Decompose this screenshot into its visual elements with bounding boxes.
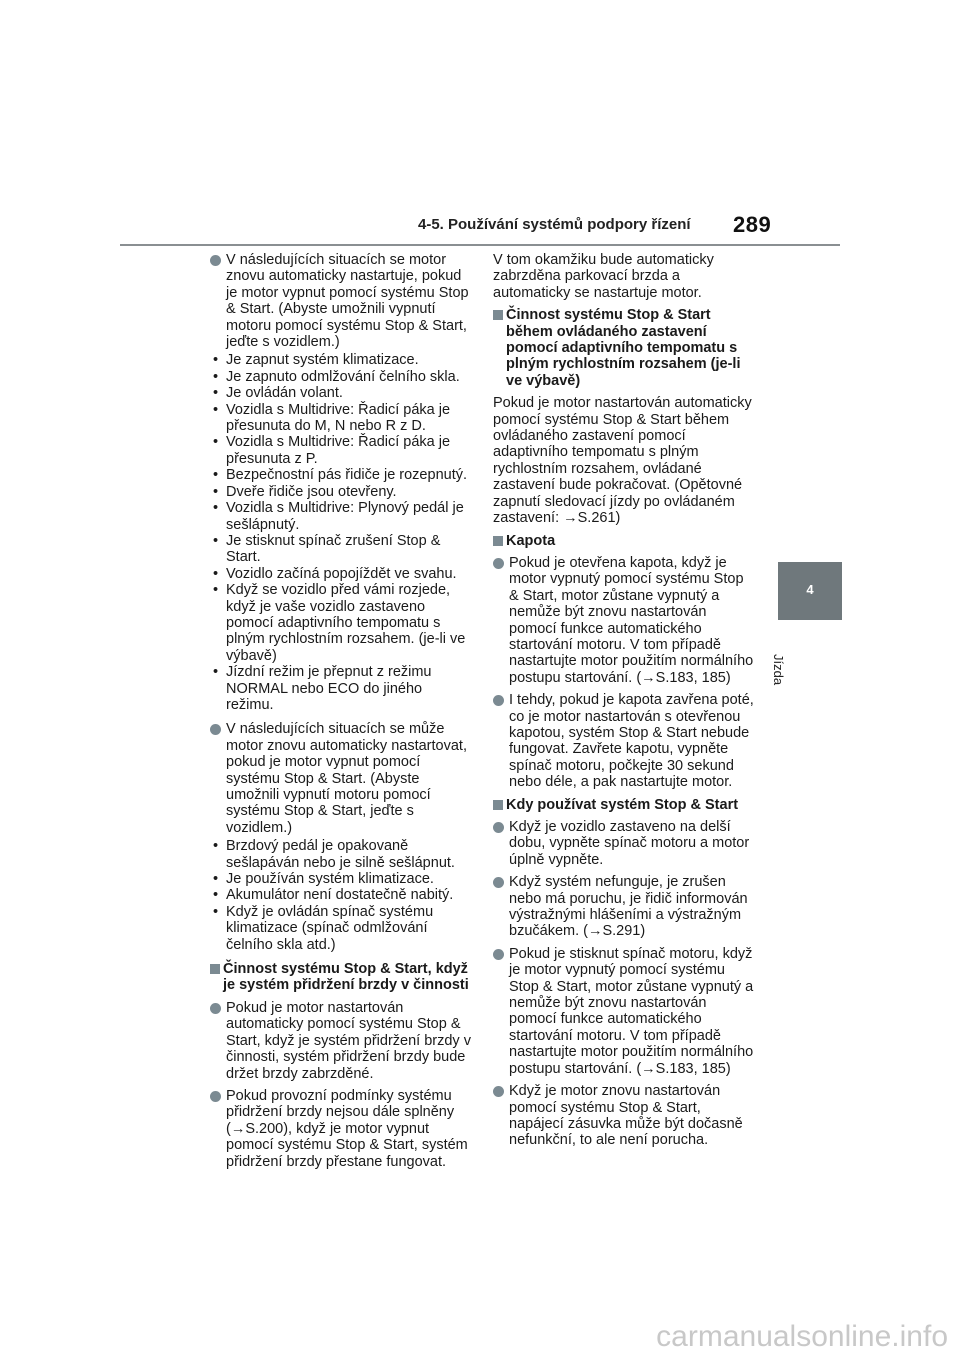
header-rule (120, 244, 840, 246)
watermark: carmanualsonline.info (656, 1320, 948, 1353)
list-item (210, 1000, 472, 1082)
paragraph: Pokud je motor nastartován automaticky pomocí systému Stop & Start během ovládaného zastavení pomocí adaptivního tempomatu s plným rychlostním rozsahem, ovládané zastavení bude pokračovat. (Opětovné zapnutí sledovací jízdy po ovládaném zastavení: →S.261) (493, 395, 752, 527)
bullet-item: • Je zapnuto odmlžování čelního skla. (213, 368, 460, 385)
item-text: Pokud je stisknut spínač motoru, když je motor vypnutý pomocí systému Stop & Start, motor zůstane vypnutý a nemůže být znovu nastartován pomocí funkce automatického startování motoru. V tom případě nastartujte motor použitím normálního postupu startování. (→S.183, 185) (509, 945, 754, 1077)
bullet-list (210, 838, 472, 953)
item-text: Pokud provozní podmínky systému přidržení brzdy nejsou dále splněny (→S.200), když je motor vypnut pomocí systému Stop & Start, systém přidržení brzdy přestane fungovat. (226, 1087, 468, 1170)
section-heading: Kdy používat systém Stop & Start (493, 797, 755, 813)
bullet-item: • Brzdový pedál je opakovaně sešlapáván nebo je silně sešlápnut. (213, 838, 455, 871)
bullet-item: • Vozidlo začíná popojíždět ve svahu. (213, 565, 457, 582)
right-column (493, 252, 755, 1155)
chapter-label: Jízda (771, 654, 786, 686)
item-text: Pokud je otevřena kapota, když je motor vypnutý pomocí systému Stop & Start, motor zůstane vypnutý a nemůže být znovu nastartován pomocí funkce automatického startování motoru. V tom případě nastartujte motor použitím normálního postupu startování. (→S.183, 185) (509, 554, 754, 686)
section-heading: Kapota (493, 533, 755, 549)
chapter-tab: 4 (778, 562, 842, 620)
item-text: V následujících situacích se může motor znovu automaticky nastartovat, pokud je motor vypnut pomocí systému Stop & Start. (Abyste umožnili vypnutí motoru pomocí systému Stop & Start, jeďte s vozidlem.) (226, 721, 467, 836)
list-item (493, 819, 755, 868)
item-text: Pokud je motor nastartován automaticky pomocí systému Stop & Start, když je systém přidržení brzdy v činnosti, systém přidržení brzdy bude držet brzdy zabrzděné. (226, 999, 471, 1082)
circle-bullet-icon (493, 695, 504, 706)
list-item (493, 692, 755, 790)
bullet-item: • Dveře řidiče jsou otevřeny. (213, 483, 397, 500)
list-item (493, 1083, 755, 1149)
bullet-item: • Je stisknut spínač zrušení Stop & Start. (213, 532, 441, 566)
list-item (210, 252, 472, 350)
circle-bullet-icon (493, 949, 504, 960)
item-text: Když je vozidlo zastaveno na delší dobu, vypněte spínač motoru a motor úplně vypněte. (509, 819, 750, 868)
circle-bullet-icon (493, 877, 504, 888)
bullet-item: • Když se vozidlo před vámi rozjede, když je vaše vozidlo zastaveno pomocí adaptivního tempomatu s plným rychlostním rozsahem. (je-li ve výbavě) (213, 582, 466, 664)
circle-bullet-icon (493, 822, 504, 833)
bullet-item: • Když je ovládán spínač systému klimatizace (spínač odmlžování čelního skla atd.) (213, 903, 434, 953)
header-title: 4-5. Používání systémů podpory řízení (418, 216, 691, 233)
list-item (493, 555, 755, 686)
circle-bullet-icon (210, 1091, 221, 1102)
section-heading: Činnost systému Stop & Start, když je systém přidržení brzdy v činnosti (210, 961, 472, 994)
circle-bullet-icon (210, 255, 221, 266)
list-item (493, 946, 755, 1077)
bullet-list (210, 352, 472, 713)
circle-bullet-icon (210, 724, 221, 735)
bullet-item: • Je zapnut systém klimatizace. (213, 352, 419, 369)
bullet-item: • Bezpečnostní pás řidiče je rozepnutý. (213, 467, 467, 484)
section-heading: Činnost systému Stop & Start během ovládaného zastavení pomocí adaptivního tempomatu s plným rychlostním rozsahem (je-li ve výbavě) (493, 307, 755, 389)
circle-bullet-icon (210, 1003, 221, 1014)
bullet-item: • Akumulátor není dostatečně nabitý. (213, 887, 454, 904)
square-bullet-icon (210, 964, 220, 974)
list-item (493, 874, 755, 940)
intro-paragraph: V tom okamžiku bude automaticky zabrzděna parkovací brzda a automaticky se nastartuje motor. (493, 252, 714, 301)
list-item (210, 721, 472, 836)
item-text: I tehdy, pokud je kapota zavřena poté, co je motor nastartován s otevřenou kapotou, systém Stop & Start nebude fungovat. Zavřete kapotu, vypněte spínač motoru, počkejte 30 sekund nebo déle, a pak nastartujte motor. (509, 692, 754, 791)
bullet-item: • Vozidla s Multidrive: Řadicí páka je přesunuta z P. (213, 434, 451, 467)
item-text: V následujících situacích se motor znovu automaticky nastartuje, pokud je motor vypnut pomocí systému Stop & Start. (Abyste umožnili vypnutí motoru pomocí systému Stop & Start, jeďte s vozidlem.) (226, 252, 469, 351)
left-column (210, 252, 472, 1176)
circle-bullet-icon (493, 558, 504, 569)
square-bullet-icon (493, 800, 503, 810)
bullet-item: • Je používán systém klimatizace. (213, 871, 434, 888)
item-text: Když je motor znovu nastartován pomocí systému Stop & Start, napájecí zásuvka může být dočasně nefunkční, to ale není porucha. (509, 1083, 743, 1149)
square-bullet-icon (493, 310, 503, 320)
item-text: Když systém nefunguje, je zrušen nebo má poruchu, je řidič informován výstražnými hlášeními a výstražným bzučákem. (→S.291) (509, 874, 748, 940)
square-bullet-icon (493, 536, 503, 546)
bullet-item: • Vozidla s Multidrive: Řadicí páka je přesunuta do M, N nebo R z D. (213, 401, 451, 435)
page-number: 289 (733, 212, 772, 237)
bullet-item: • Vozidla s Multidrive: Plynový pedál je sešlápnutý. (213, 500, 464, 533)
bullet-item: • Jízdní režim je přepnut z režimu NORMAL nebo ECO do jiného režimu. (213, 664, 432, 713)
bullet-item: • Je ovládán volant. (213, 385, 343, 402)
list-item (210, 1088, 472, 1170)
circle-bullet-icon (493, 1086, 504, 1097)
